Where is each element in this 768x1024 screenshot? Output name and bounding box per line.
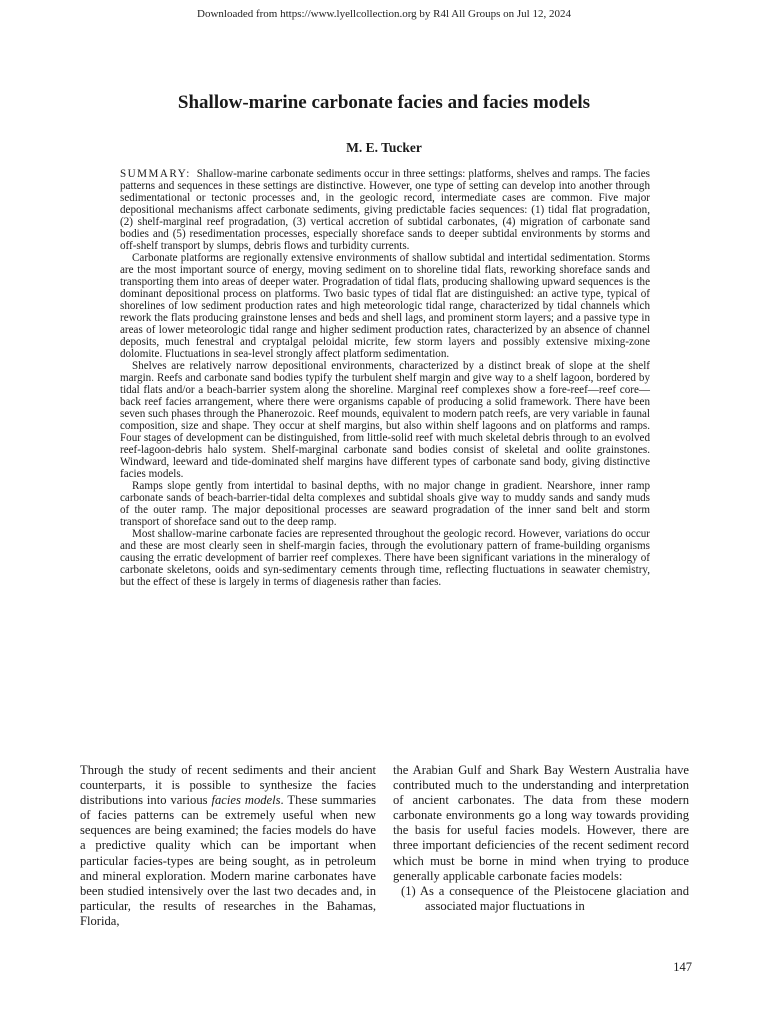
list-item: (1) As a consequence of the Pleistocene glaciation and associated major fluctuations in [401, 883, 689, 913]
body-italic-term: facies models [211, 793, 281, 808]
summary-paragraph: Most shallow-marine carbonate facies are represented throughout the geologic record. However, variations do occur and these are most clearly seen in shelf-margin facies, through the evolutionary pattern of frame-building organisms causing the erratic development of barrier reef complexes. There have been significant variations in the mineralogy of carbonate skeletons, ooids and syn-sedimentary cements through time, reflecting fluctuations in seawater chemistry, but the effect of these is largely in terms of diagenesis rather than facies. [120, 528, 650, 588]
body-paragraph: the Arabian Gulf and Shark Bay Western Australia have contributed much to the understanding and interpretation of ancient carbonates. The data from these modern carbonate environments go a long way towards providing the basis for useful facies models. However, there are three important deficiencies of the recent sediment record which must be borne in mind when trying to produce generally applicable carbonate facies models: [393, 763, 689, 883]
body-text: Through the study of recent sediments and their ancient counterparts, it is possible to synthesize the facies distributions into various [80, 763, 376, 808]
body-right-column [393, 763, 689, 914]
summary-label: SUMMARY: [120, 168, 191, 180]
body-left-column [80, 763, 376, 929]
summary-paragraph: Carbonate platforms are regionally extensive environments of shallow subtidal and intertidal sedimentation. Storms are the most important source of energy, moving sediment on to shoreline tidal flats, reworking shoreface sands and transporting them into areas of deeper water. Progradation of tidal flats, producing shallowing upward sequences is the dominant depositional process on platforms. Two basic types of tidal flat are distinguished: an active type, typical of shorelines of low sediment production rates and high meteorologic tidal range, characterized by tidal channels which rework the flats producing grainstone lenses and beds and shell lags, and prominent storm layers; and a passive type in areas of lower meteorologic tidal range and higher sediment production rates, characterized by an absence of channel deposits, much fenestral and cryptalgal peloidal micrite, few storm layers and possibly extensive mixing-zone dolomite. Fluctuations in sea-level strongly affect platform sedimentation. [120, 252, 650, 360]
summary-abstract [120, 168, 650, 588]
page-number: 147 [673, 960, 692, 974]
paper-title: Shallow-marine carbonate facies and facies models [177, 92, 591, 113]
body-paragraph [80, 763, 376, 929]
summary-paragraph: Ramps slope gently from intertidal to basinal depths, with no major change in gradient. Nearshore, inner ramp carbonate sands of beach-barrier-tidal delta complexes and subtidal shoals give way to muddy sands and sandy muds of the outer ramp. The major depositional processes are seaward progradation of the inner sand belt and storm transport of shoreface sand out to the deep ramp. [120, 480, 650, 528]
summary-paragraph: Shelves are relatively narrow depositional environments, characterized by a distinct break of slope at the shelf margin. Reefs and carbonate sand bodies typify the turbulent shelf margin and give way to a shelf lagoon, bordered by tidal flats and/or a beach-barrier system along the shoreline. Marginal reef complexes show a fore-reef—reef core—back reef facies arrangement, where there were organisms capable of producing a solid framework. There have been seven such phases through the Phanerozoic. Reef mounds, equivalent to modern patch reefs, are very variable in faunal composition, size and shape. They occur at shelf margins, but also within shelf lagoons and on platforms and ramps. Four stages of development can be distinguished, from little-solid reef with much skeletal debris through to an evolved reef-lagoon-debris halo system. Shelf-marginal carbonate sand bodies consist of skeletal and oolite grainstones. Windward, leeward and tide-dominated shelf margins have different types of carbonate sand body, giving distinctive facies models. [120, 360, 650, 480]
download-notice: Downloaded from https://www.lyellcollection.org by R4l All Groups on Jul 12, 2024 [197, 8, 571, 20]
author-name: M. E. Tucker [346, 140, 422, 155]
body-text: . These summaries of facies patterns can be extremely useful when new sequences are being examined; the facies models do have a predictive quality which can be important when particular facies-types are being sought, as in petroleum and mineral exploration. Modern marine carbonates have been studied intensively over the last two decades and, in particular, the results of researches in the Bahamas, Florida, [80, 793, 376, 928]
summary-paragraph [120, 168, 650, 252]
summary-paragraph-text: Shallow-marine carbonate sediments occur in three settings: platforms, shelves and ramps. The facies patterns and sequences in these settings are distinctive. However, one type of setting can develop into another through sedimentational or tectonic processes and, in the geologic record, intermediate cases are common. Five major depositional mechanisms affect carbonate sediments, giving predictable facies sequences: (1) tidal flat progradation, (2) shelf-marginal reef progradation, (3) vertical accretion of subtidal carbonates, (4) migration of carbonate sand bodies and (5) resedimentation processes, especially shoreface sands to deeper subtidal environments by storms and off-shelf transport by slumps, debris flows and turbidity currents. [120, 168, 650, 252]
